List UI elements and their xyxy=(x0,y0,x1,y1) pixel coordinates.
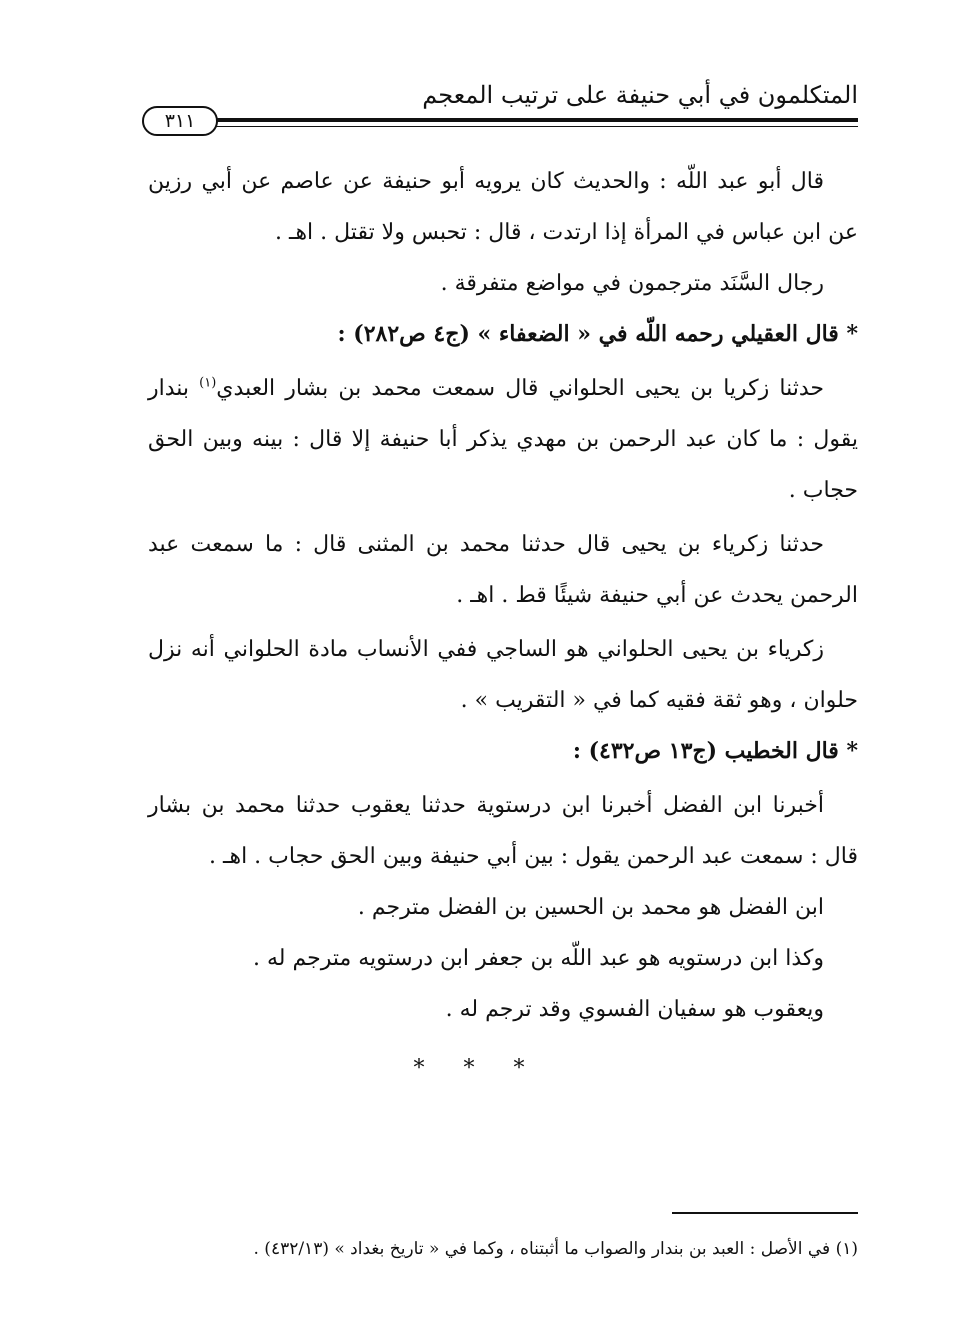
paragraph-9: ويعقوب هو سفيان الفسوي وقد ترجم له . xyxy=(445,997,824,1022)
section-heading-uqayli: * قال العقيلي رحمه اللّه في « الضعفاء » (ج٤ ص٢٨٢) : xyxy=(337,321,858,347)
section-separator: * * * xyxy=(413,1056,541,1081)
header-rule-thin xyxy=(200,126,858,127)
paragraph-2: رجال السَّنَد مترجمون في مواضع متفرقة . xyxy=(440,271,824,296)
header-rule xyxy=(200,118,858,122)
paragraph-6: أخبرنا ابن الفضل أخبرنا ابن درستوية حدثنا يعقوب حدثنا محمد بن بشار قال : سمعت عبد الرحمن يقول : بين أبي حنيفة وبين الحق حجاب . اهـ . xyxy=(148,793,858,869)
paragraph-3 xyxy=(148,363,858,516)
paragraph-3-end: بندار يقول : ما كان عبد الرحمن بن مهدي يذكر أبا حنيفة إلا قال : بينه وبين الحق حجاب . xyxy=(148,376,858,503)
paragraph-3-start: حدثنا زكريا بن يحيى الحلواني قال سمعت محمد بن بشار العبدي xyxy=(216,376,824,401)
page-number: ٣١١ xyxy=(142,106,218,136)
paragraph-5: زكرياء بن يحيى الحلواني هو الساجي ففي الأنساب مادة الحلواني أنه نزل حلوان ، وهو ثقة فقيه كما في « التقريب » . xyxy=(148,637,858,713)
paragraph-7: ابن الفضل هو محمد بن الحسين بن الفضل مترجم . xyxy=(357,895,824,920)
footnote-divider xyxy=(672,1212,858,1214)
footnote-reference[interactable]: (١) xyxy=(199,375,217,391)
body-text xyxy=(148,156,858,1035)
paragraph-8: وكذا ابن درستويه هو عبد اللّه بن جعفر ابن درستويه مترجم له . xyxy=(252,946,824,971)
paragraph-1: قال أبو عبد اللّه : والحديث كان يرويه أبو حنيفة عن عاصم عن أبي رزين عن ابن عباس في المرأة إذا ارتدت ، قال : تحبس ولا تقتل . اهـ . xyxy=(148,169,858,245)
paragraph-4: حدثنا زكرياء بن يحيى قال حدثنا محمد بن المثنى قال : ما سمعت عبد الرحمن يحدث عن أبي حنيفة شيئًا قط . اهـ . xyxy=(148,532,858,608)
footnote-1: (١) في الأصل : العبد بن بندار والصواب ما أثبتناه ، وكما في « تاريخ بغداد » (٤٣٢/١٣) . xyxy=(253,1239,858,1259)
running-header-title: المتكلمون في أبي حنيفة على ترتيب المعجم xyxy=(422,81,858,109)
section-heading-khatib: * قال الخطيب (ج١٣ ص٤٣٢) : xyxy=(572,738,858,764)
